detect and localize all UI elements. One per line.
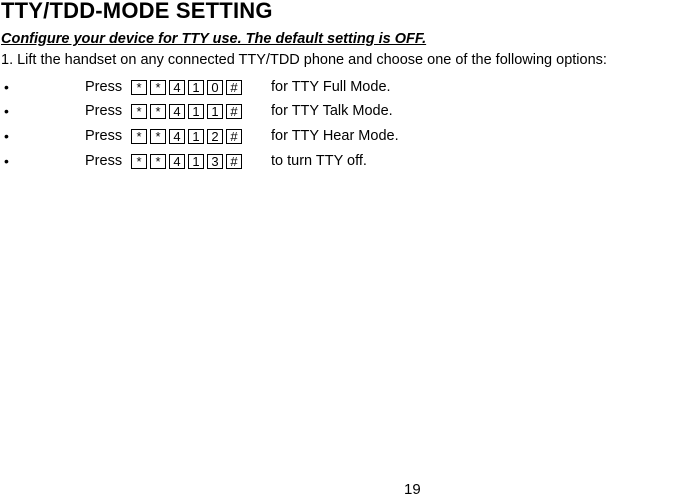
- key-star: *: [131, 104, 147, 119]
- option-description: for TTY Full Mode.: [271, 79, 391, 95]
- key-4: 4: [169, 129, 185, 144]
- key-3: 3: [207, 154, 223, 169]
- key-star: *: [131, 80, 147, 95]
- press-label: Press: [85, 153, 123, 169]
- option-tty-talk: [0, 103, 695, 123]
- option-description: to turn TTY off.: [271, 153, 367, 169]
- option-description: for TTY Talk Mode.: [271, 103, 393, 119]
- key-0: 0: [207, 80, 223, 95]
- bullet-icon: •: [4, 153, 9, 169]
- page-subtitle: Configure your device for TTY use. The default setting is OFF.: [1, 31, 427, 47]
- key-sequence: [131, 128, 245, 145]
- key-hash: #: [226, 129, 242, 144]
- bullet-icon: •: [4, 128, 9, 144]
- key-1: 1: [188, 154, 204, 169]
- page-title: TTY/TDD-MODE SETTING: [1, 0, 273, 23]
- option-description: for TTY Hear Mode.: [271, 128, 399, 144]
- bullet-icon: •: [4, 103, 9, 119]
- key-4: 4: [169, 80, 185, 95]
- press-label: Press: [85, 79, 123, 95]
- key-star: *: [131, 129, 147, 144]
- key-1: 1: [188, 80, 204, 95]
- key-4: 4: [169, 104, 185, 119]
- key-star: *: [131, 154, 147, 169]
- key-sequence: [131, 103, 245, 120]
- press-label: Press: [85, 103, 123, 119]
- key-star: *: [150, 80, 166, 95]
- option-tty-hear: [0, 128, 695, 148]
- key-star: *: [150, 154, 166, 169]
- key-4: 4: [169, 154, 185, 169]
- key-hash: #: [226, 154, 242, 169]
- key-sequence: [131, 153, 245, 170]
- press-label: Press: [85, 128, 123, 144]
- key-1: 1: [188, 104, 204, 119]
- key-star: *: [150, 129, 166, 144]
- key-star: *: [150, 104, 166, 119]
- page-number: 19: [404, 481, 421, 498]
- option-tty-full: [0, 79, 695, 99]
- option-tty-off: [0, 153, 695, 173]
- key-hash: #: [226, 80, 242, 95]
- key-hash: #: [226, 104, 242, 119]
- instruction-step-1: 1. Lift the handset on any connected TTY/TDD phone and choose one of the following options:: [1, 52, 607, 68]
- key-1: 1: [188, 129, 204, 144]
- bullet-icon: •: [4, 79, 9, 95]
- key-sequence: [131, 79, 245, 96]
- key-1: 1: [207, 104, 223, 119]
- key-2: 2: [207, 129, 223, 144]
